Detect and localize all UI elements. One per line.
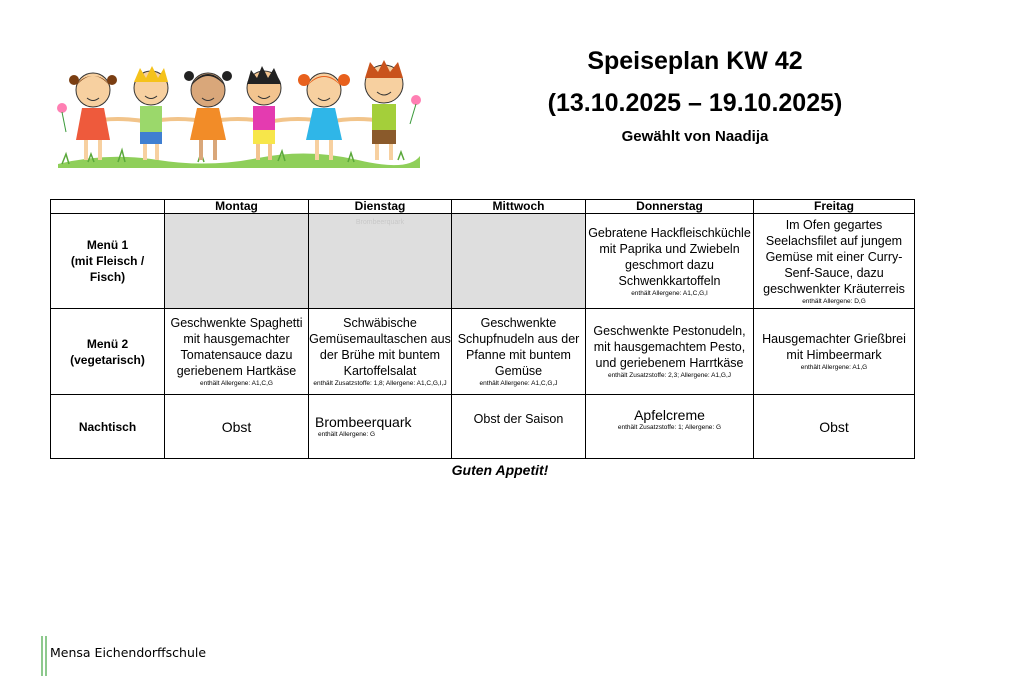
day-header: Freitag	[754, 200, 915, 214]
allergen-text: enthält Zusatzstoffe: 1,8; Allergene: A1,C,G,I,J	[313, 380, 447, 387]
dish-text: Im Ofen gegartes Seelachsfilet auf jungem Gemüse mit einer Curry-Senf-Sauce, dazu geschwenkter Kräuterreis	[763, 217, 905, 296]
dish-text: Geschwenkte Schupfnudeln aus der Pfanne mit buntem Gemüse	[457, 316, 580, 378]
menu-cell	[754, 395, 915, 459]
menu-cell	[586, 309, 754, 395]
allergen-text: enthält Allergene: G	[318, 431, 376, 438]
menu-cell	[452, 309, 586, 395]
day-header: Dienstag	[309, 200, 452, 214]
children-banner-image	[48, 52, 424, 174]
menu-cell-empty	[309, 214, 452, 309]
row-label-menu1: Menü 1 (mit Fleisch / Fisch)	[51, 214, 165, 309]
dish-text: Schwäbische Gemüsemaultaschen aus der Brühe mit buntem Kartoffelsalat	[309, 316, 451, 378]
allergen-text: enthält Zusatzstoffe: 2,3; Allergene: A1,G,J	[607, 372, 732, 379]
menu-cell	[452, 395, 586, 459]
faint-ghost-text: Brombeerquark	[355, 219, 405, 226]
allergen-text: enthält Allergene: A1,G	[800, 364, 868, 371]
allergen-text: enthält Allergene: A1,C,G	[200, 380, 273, 387]
allergen-text: enthält Allergene: D,G	[802, 297, 866, 305]
table-row-dessert	[51, 395, 915, 459]
footer-text: Mensa Eichendorffschule	[50, 645, 207, 660]
title-block	[470, 44, 920, 146]
chosen-by-text: Gewählt von Naadija	[621, 128, 769, 145]
dish-text: Geschwenkte Spaghetti mit hausgemachter Tomatensauce dazu geriebenem Hartkäse	[170, 316, 303, 378]
row-label-menu2: Menü 2 (vegetarisch)	[51, 309, 165, 395]
menu-cell	[165, 395, 309, 459]
day-header: Montag	[165, 200, 309, 214]
dish-text: Brombeerquark	[315, 414, 412, 430]
menu-cell	[309, 395, 452, 459]
dish-text: Obst der Saison	[473, 412, 564, 426]
dish-text: Obst	[221, 418, 252, 435]
dish-text: Obst	[819, 418, 849, 435]
dish-text: Gebratene Hackfleischküchle mit Paprika und Zwiebeln geschmort dazu Schwenkkartoffeln	[588, 225, 751, 288]
corner-cell	[51, 200, 165, 214]
row-label-dessert: Nachtisch	[51, 395, 165, 459]
dish-text: Apfelcreme	[634, 407, 705, 423]
dish-text: Hausgemachter Grießbrei mit Himbeermark	[762, 332, 906, 362]
menu-cell-empty	[452, 214, 586, 309]
dish-text: Geschwenkte Pestonudeln, mit hausgemachtem Pesto, und geriebenem Harrtkäse	[593, 324, 746, 370]
menu-cell	[309, 309, 452, 395]
menu-cell	[586, 395, 754, 459]
menu-cell	[586, 214, 754, 309]
closing-text: Guten Appetit!	[451, 462, 549, 478]
allergen-text: enthält Allergene: A1,C,G,J	[479, 380, 558, 387]
day-header: Donnerstag	[586, 200, 754, 214]
allergen-text: enthält Allergene: A1,C,G,I	[631, 289, 708, 297]
allergen-text: enthält Zusatzstoffe: 1; Allergene: G	[617, 424, 722, 431]
menu-cell	[754, 214, 915, 309]
menu-table	[50, 199, 915, 459]
table-row-menu1	[51, 214, 915, 309]
footer-accent-bar	[41, 636, 43, 676]
header-row	[51, 200, 915, 214]
day-header: Mittwoch	[452, 200, 586, 214]
page-title: Speiseplan KW 42	[587, 47, 803, 75]
menu-cell	[165, 309, 309, 395]
table-row-menu2	[51, 309, 915, 395]
footer-accent-bar	[45, 636, 47, 676]
menu-cell-empty	[165, 214, 309, 309]
menu-cell	[754, 309, 915, 395]
date-range: (13.10.2025 – 19.10.2025)	[547, 89, 843, 117]
